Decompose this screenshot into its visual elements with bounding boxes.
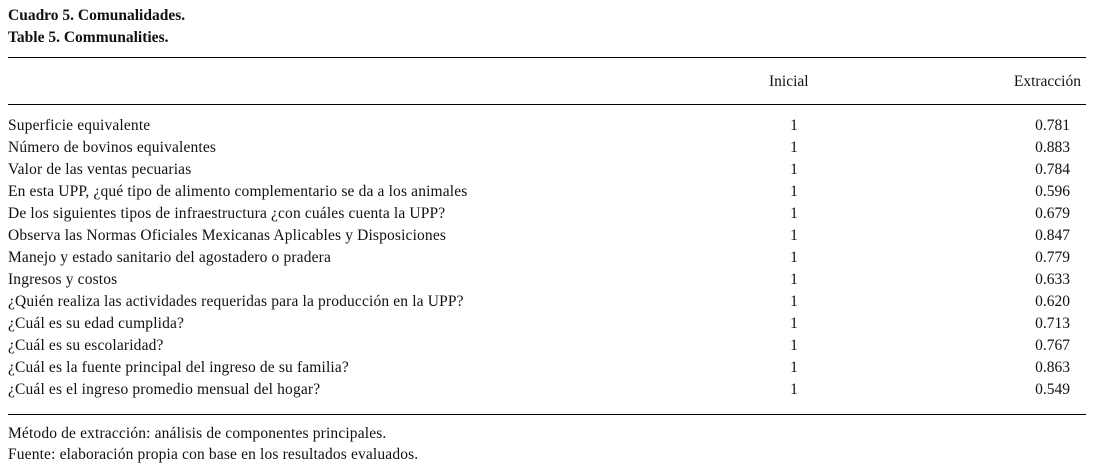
row-initial-value: 1 (790, 139, 798, 156)
table-row (0, 335, 1096, 357)
row-label: ¿Quién realiza las actividades requeridas para la producción en la UPP? (8, 293, 464, 310)
row-extraction-value: 0.633 (1035, 271, 1070, 288)
table-row (0, 291, 1096, 313)
source-note: Fuente: elaboración propia con base en los resultados evaluados. (8, 446, 419, 463)
extraction-method-note: Método de extracción: análisis de componentes principales. (8, 425, 387, 442)
row-initial-value: 1 (790, 381, 798, 398)
row-initial-value: 1 (790, 227, 798, 244)
row-label: De los siguientes tipos de infraestructura ¿con cuáles cuenta la UPP? (8, 205, 446, 222)
row-initial-value: 1 (790, 315, 798, 332)
row-label: Manejo y estado sanitario del agostadero o pradera (8, 249, 331, 266)
row-extraction-value: 0.784 (1035, 161, 1070, 178)
row-initial-value: 1 (790, 117, 798, 134)
row-extraction-value: 0.863 (1035, 359, 1070, 376)
table-row (0, 313, 1096, 335)
row-initial-value: 1 (790, 337, 798, 354)
row-extraction-value: 0.779 (1035, 249, 1070, 266)
row-extraction-value: 0.679 (1035, 205, 1070, 222)
table-row (0, 159, 1096, 181)
row-label: ¿Cuál es su edad cumplida? (8, 315, 185, 332)
table-row (0, 225, 1096, 247)
table-top-rule (8, 57, 1086, 58)
table-row (0, 269, 1096, 291)
row-extraction-value: 0.883 (1035, 139, 1070, 156)
row-initial-value: 1 (790, 183, 798, 200)
row-label: ¿Cuál es la fuente principal del ingreso de su familia? (8, 359, 349, 376)
table-row (0, 181, 1096, 203)
table-body (0, 115, 1096, 401)
table-bottom-rule (8, 414, 1086, 415)
row-initial-value: 1 (790, 161, 798, 178)
row-initial-value: 1 (790, 359, 798, 376)
table-caption-english: Table 5. Communalities. (8, 29, 169, 46)
row-initial-value: 1 (790, 205, 798, 222)
column-header-extraction: Extracción (1013, 73, 1081, 90)
table-row (0, 115, 1096, 137)
row-label: Superficie equivalente (8, 117, 151, 134)
row-initial-value: 1 (790, 293, 798, 310)
row-initial-value: 1 (790, 249, 798, 266)
table-header-rule (8, 104, 1086, 105)
row-label: Valor de las ventas pecuarias (8, 161, 192, 178)
row-extraction-value: 0.767 (1035, 337, 1070, 354)
row-extraction-value: 0.713 (1035, 315, 1070, 332)
table-row (0, 137, 1096, 159)
table-row (0, 247, 1096, 269)
table-row (0, 379, 1096, 401)
table-row (0, 203, 1096, 225)
row-extraction-value: 0.781 (1035, 117, 1070, 134)
table-row (0, 357, 1096, 379)
row-extraction-value: 0.549 (1035, 381, 1070, 398)
row-label: ¿Cuál es el ingreso promedio mensual del hogar? (8, 381, 321, 398)
row-label: Ingresos y costos (8, 271, 118, 288)
row-label: Número de bovinos equivalentes (8, 139, 217, 156)
row-extraction-value: 0.620 (1035, 293, 1070, 310)
row-initial-value: 1 (790, 271, 798, 288)
row-label: ¿Cuál es su escolaridad? (8, 337, 164, 354)
row-label: En esta UPP, ¿qué tipo de alimento complementario se da a los animales (8, 183, 468, 200)
column-header-initial: Inicial (769, 73, 809, 90)
table-caption-spanish: Cuadro 5. Comunalidades. (8, 7, 186, 24)
row-extraction-value: 0.847 (1035, 227, 1070, 244)
row-label: Observa las Normas Oficiales Mexicanas Aplicables y Disposiciones (8, 227, 447, 244)
row-extraction-value: 0.596 (1035, 183, 1070, 200)
